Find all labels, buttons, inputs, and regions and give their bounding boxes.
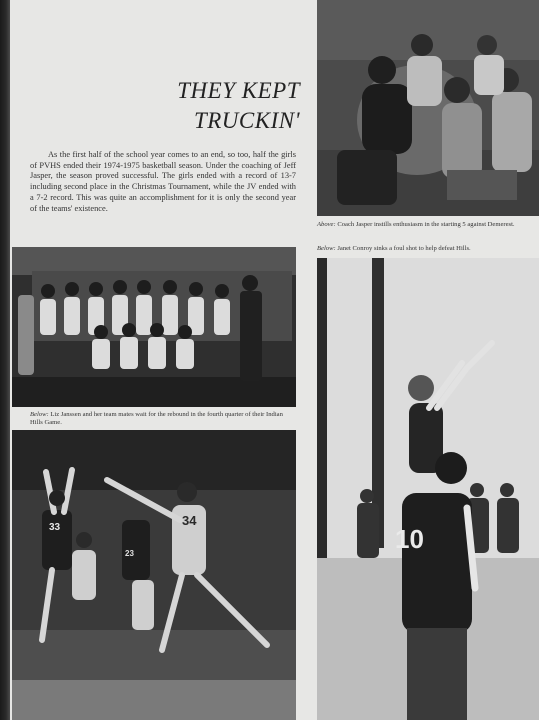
team-photo	[12, 247, 296, 407]
page-headline	[150, 76, 300, 136]
jersey-number-foul-shot: 10	[395, 524, 424, 554]
foul-shot-caption-lead: Below:	[317, 245, 336, 252]
huddle-photo	[317, 0, 539, 216]
rebound-caption	[30, 411, 292, 427]
rebound-caption-text: Liz Janssen and her team mates wait for the rebound in the fourth quarter of their Indian Hills Game.	[30, 411, 283, 427]
jersey-number-center: 34	[182, 513, 197, 528]
jersey-number-small: 23	[125, 549, 134, 558]
rebound-photo	[12, 430, 296, 720]
jersey-number-left: 33	[49, 522, 61, 533]
page-binding	[0, 0, 10, 720]
huddle-caption	[317, 221, 535, 229]
huddle-caption-lead: Above:	[317, 221, 336, 228]
intro-paragraph: As the first half of the school year comes to an end, so too, half the girls of PVHS ended their 1974-1975 basketball season. Under the coaching of Jeff Jasper, the season proved successful. The girls ended with a record of 13-7 including second place in the Christmas Tournament, while the JV ended with a 7-2 record. This was quite an accomplishment for it is only the second year of the teams' existence.	[30, 150, 296, 213]
headline-line-1: THEY KEPT	[177, 78, 300, 103]
huddle-caption-text: Coach Jasper instills enthusiasm in the starting 5 against Demerest.	[335, 221, 515, 228]
headline-line-2: TRUCKIN'	[193, 108, 300, 133]
foul-shot-caption	[317, 245, 535, 253]
rebound-caption-lead: Below:	[30, 411, 49, 418]
foul-shot-caption-text: Janet Conroy sinks a foul shot to help defeat Hills.	[335, 245, 471, 252]
foul-shot-photo	[317, 258, 539, 720]
